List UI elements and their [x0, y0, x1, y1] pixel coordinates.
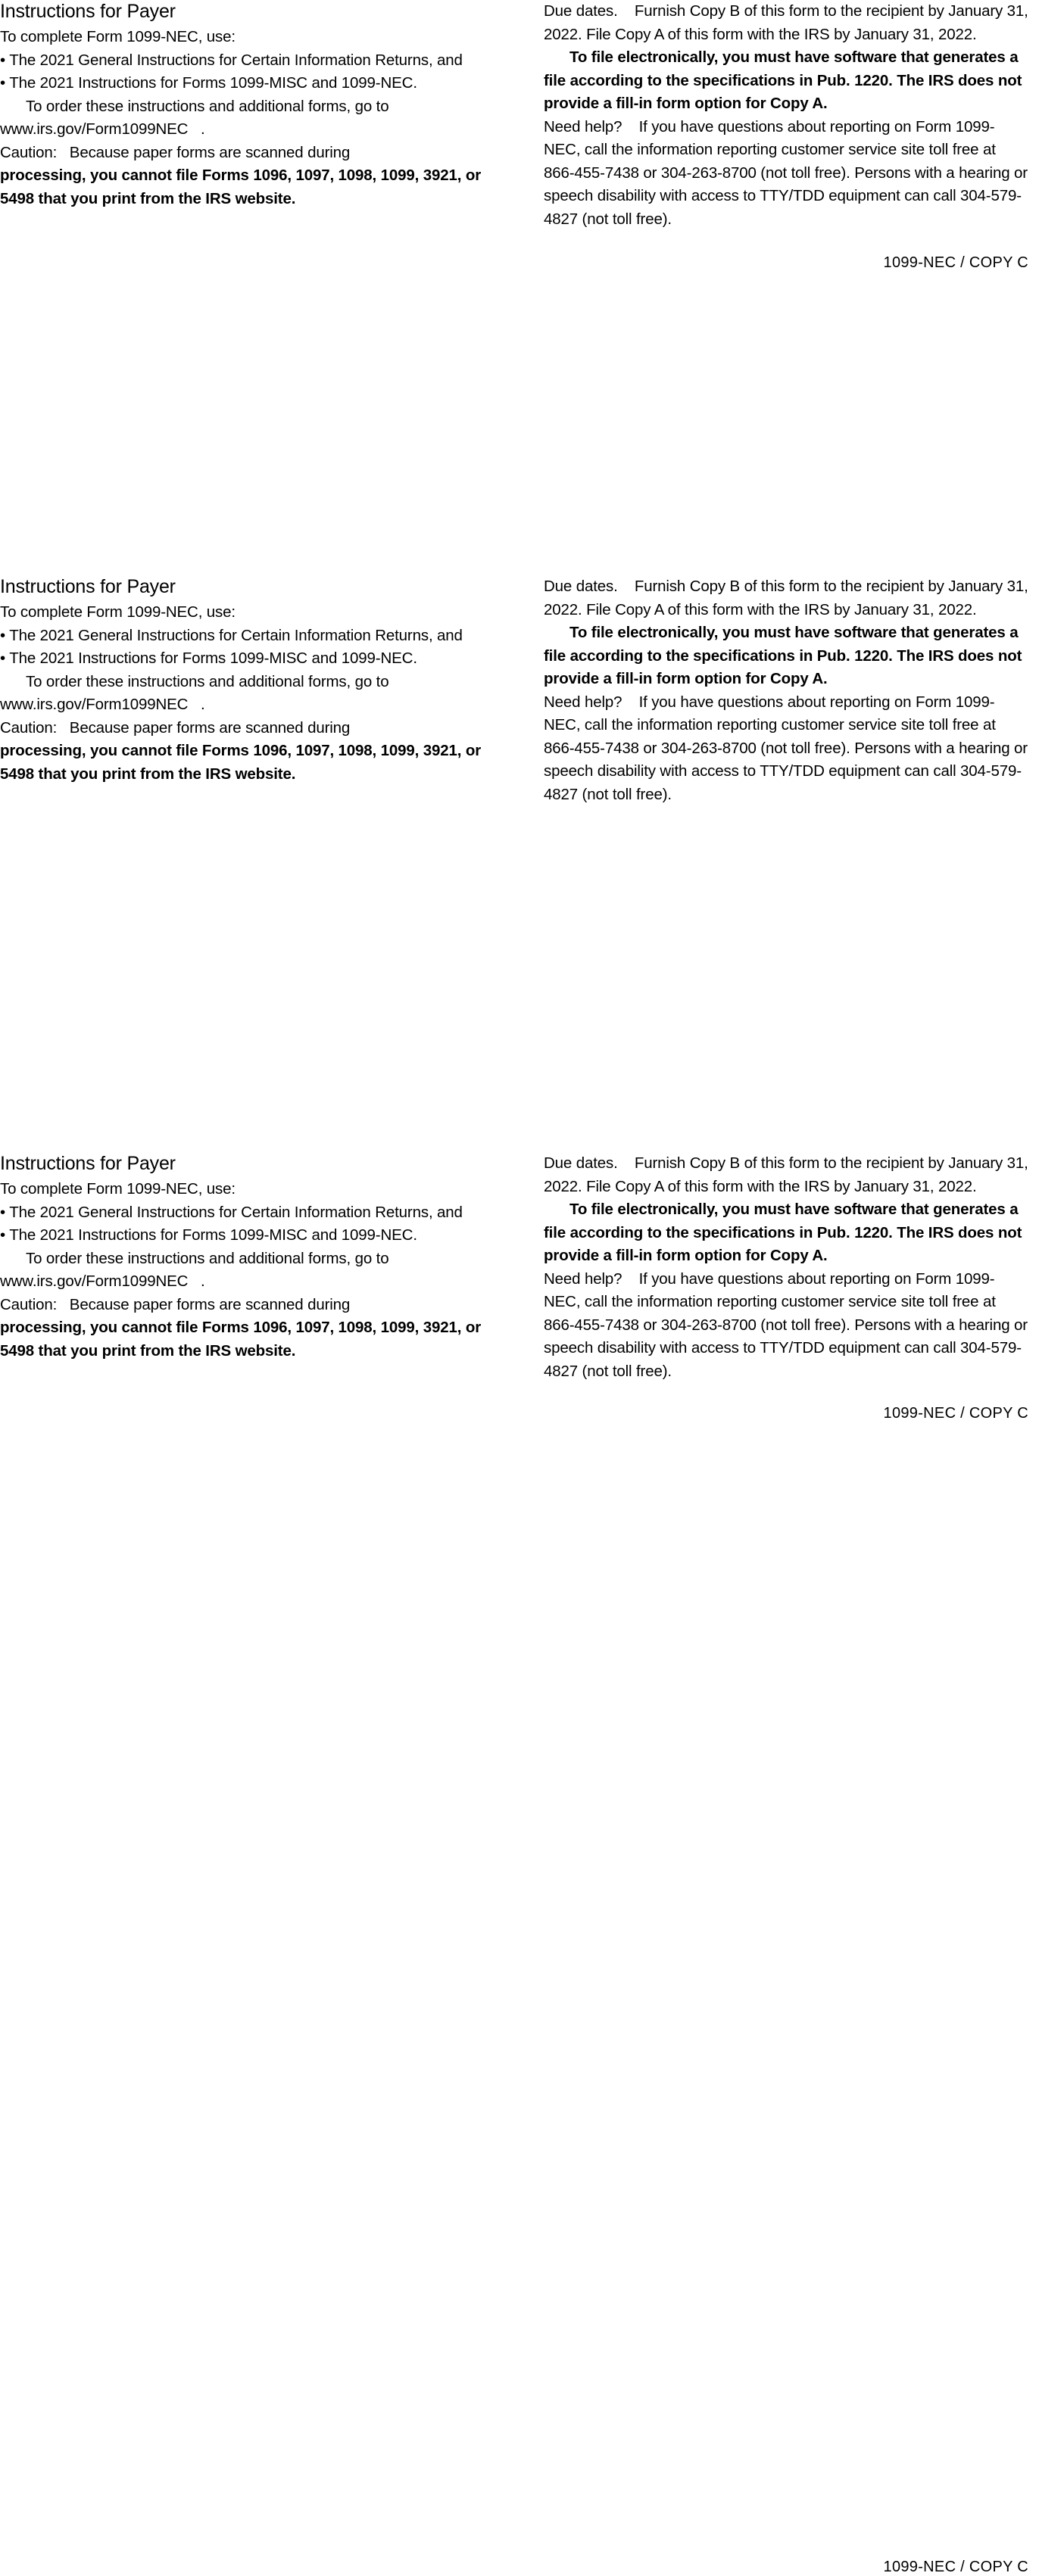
- copy-label: 1099-NEC / COPY C: [883, 254, 1028, 271]
- order-text: To order these instructions and additional forms, go to: [26, 1249, 394, 1267]
- instructions-heading: Instructions for Payer: [0, 576, 176, 597]
- instructions-bullet-1: • The 2021 General Instructions for Certain Information Returns, and: [0, 1203, 463, 1221]
- order-period: .: [188, 696, 205, 713]
- due-dates-label: Due dates.: [544, 2, 618, 20]
- instructions-column: [0, 1152, 515, 1363]
- instructions-bullet-1: • The 2021 General Instructions for Certain Information Returns, and: [0, 626, 463, 644]
- instructions-intro: To complete Form 1099-NEC, use:: [0, 1180, 236, 1198]
- order-text: To order these instructions and additional forms, go to: [26, 672, 394, 690]
- instructions-bullet-1: • The 2021 General Instructions for Certain Information Returns, and: [0, 51, 463, 69]
- need-help-line: [544, 116, 1032, 232]
- order-period: .: [188, 120, 205, 138]
- due-dates-line: [544, 1152, 1033, 1198]
- caution-label: Caution:: [0, 718, 58, 737]
- caution-text-bold: processing, you cannot file Forms 1096, 1097, 1098, 1099, 3921, or 5498 that you print from the IRS website.: [0, 742, 485, 783]
- irs-form-url[interactable]: www.irs.gov/Form1099NEC: [0, 696, 189, 713]
- need-help-text: If you have questions about reporting on Form 1099-NEC, call the information reporting customer service site toll free at 866-455-7438 or 304-263-8700 (not toll free). Persons with a hearing or speech disability with access to TTY/TDD equipment can call 304-579-4827 (not toll free).: [544, 693, 1032, 803]
- need-help-line: [544, 1268, 1032, 1384]
- efile-text: To file electronically, you must have software that generates a file according to the specifications in Pub. 1220. The IRS does not provide a fill-in form option for Copy A.: [544, 1201, 1026, 1264]
- instructions-order-line: [0, 1248, 515, 1294]
- caution-text-bold: processing, you cannot file Forms 1096, 1097, 1098, 1099, 3921, or 5498 that you print from the IRS website.: [0, 1319, 485, 1360]
- instructions-heading: Instructions for Payer: [0, 1, 176, 22]
- instructions-order-line: [0, 95, 515, 142]
- irs-form-url[interactable]: www.irs.gov/Form1099NEC: [0, 120, 189, 138]
- need-help-text: If you have questions about reporting on Form 1099-NEC, call the information reporting customer service site toll free at 866-455-7438 or 304-263-8700 (not toll free). Persons with a hearing or speech disability with access to TTY/TDD equipment can call 304-579-4827 (not toll free).: [544, 1269, 1032, 1380]
- efile-text: To file electronically, you must have software that generates a file according to the specifications in Pub. 1220. The IRS does not provide a fill-in form option for Copy A.: [544, 48, 1026, 112]
- due-dates-line: [544, 0, 1033, 46]
- need-help-label: Need help?: [544, 117, 622, 135]
- irs-form-url[interactable]: www.irs.gov/Form1099NEC: [0, 1272, 189, 1290]
- caution-line: [0, 142, 515, 165]
- due-dates-text-2: [544, 1198, 1028, 1268]
- need-help-line: [544, 691, 1032, 807]
- due-dates-column: [544, 575, 1033, 806]
- due-dates-column: [544, 1152, 1033, 1383]
- instructions-intro: To complete Form 1099-NEC, use:: [0, 603, 236, 621]
- instructions-order-line: [0, 671, 515, 717]
- due-dates-text-2: [544, 621, 1028, 691]
- due-dates-line: [544, 575, 1033, 621]
- copy-label: 1099-NEC / COPY C: [883, 2559, 1028, 2575]
- due-dates-text-1: Furnish Copy B of this form to the recipient by January 31, 2022. File Copy A of this form with the IRS by January 31, 2022.: [544, 2, 1033, 43]
- order-period: .: [188, 1272, 205, 1290]
- due-dates-text-2: [544, 46, 1028, 116]
- copy-label: 1099-NEC / COPY C: [883, 1405, 1028, 1422]
- caution-line: [0, 1294, 515, 1317]
- instructions-bullet-2: • The 2021 Instructions for Forms 1099-MISC and 1099-NEC.: [0, 74, 417, 92]
- need-help-text: If you have questions about reporting on Form 1099-NEC, call the information reporting customer service site toll free at 866-455-7438 or 304-263-8700 (not toll free). Persons with a hearing or speech disability with access to TTY/TDD equipment can call 304-579-4827 (not toll free).: [544, 117, 1032, 228]
- caution-text-normal: Because paper forms are scanned during: [69, 718, 351, 737]
- instructions-column: [0, 0, 515, 210]
- order-text: To order these instructions and additional forms, go to: [26, 97, 394, 115]
- caution-line: [0, 717, 515, 740]
- need-help-label: Need help?: [544, 693, 622, 711]
- instructions-intro: To complete Form 1099-NEC, use:: [0, 28, 236, 45]
- caution-text-normal: Because paper forms are scanned during: [69, 1295, 351, 1313]
- due-dates-text-1: Furnish Copy B of this form to the recipient by January 31, 2022. File Copy A of this form with the IRS by January 31, 2022.: [544, 1154, 1033, 1195]
- caution-label: Caution:: [0, 1295, 58, 1313]
- caution-text-normal: Because paper forms are scanned during: [69, 143, 351, 161]
- due-dates-label: Due dates.: [544, 1154, 618, 1172]
- need-help-label: Need help?: [544, 1269, 622, 1288]
- instructions-column: [0, 575, 515, 786]
- instructions-bullet-2: • The 2021 Instructions for Forms 1099-MISC and 1099-NEC.: [0, 1226, 417, 1244]
- instructions-heading: Instructions for Payer: [0, 1153, 176, 1174]
- instructions-bullet-2: • The 2021 Instructions for Forms 1099-MISC and 1099-NEC.: [0, 649, 417, 667]
- caution-label: Caution:: [0, 143, 58, 161]
- due-dates-text-1: Furnish Copy B of this form to the recipient by January 31, 2022. File Copy A of this form with the IRS by January 31, 2022.: [544, 578, 1033, 618]
- caution-text-bold: processing, you cannot file Forms 1096, 1097, 1098, 1099, 3921, or 5498 that you print from the IRS website.: [0, 167, 485, 207]
- due-dates-label: Due dates.: [544, 578, 618, 595]
- efile-text: To file electronically, you must have software that generates a file according to the specifications in Pub. 1220. The IRS does not provide a fill-in form option for Copy A.: [544, 624, 1026, 687]
- due-dates-column: [544, 0, 1033, 231]
